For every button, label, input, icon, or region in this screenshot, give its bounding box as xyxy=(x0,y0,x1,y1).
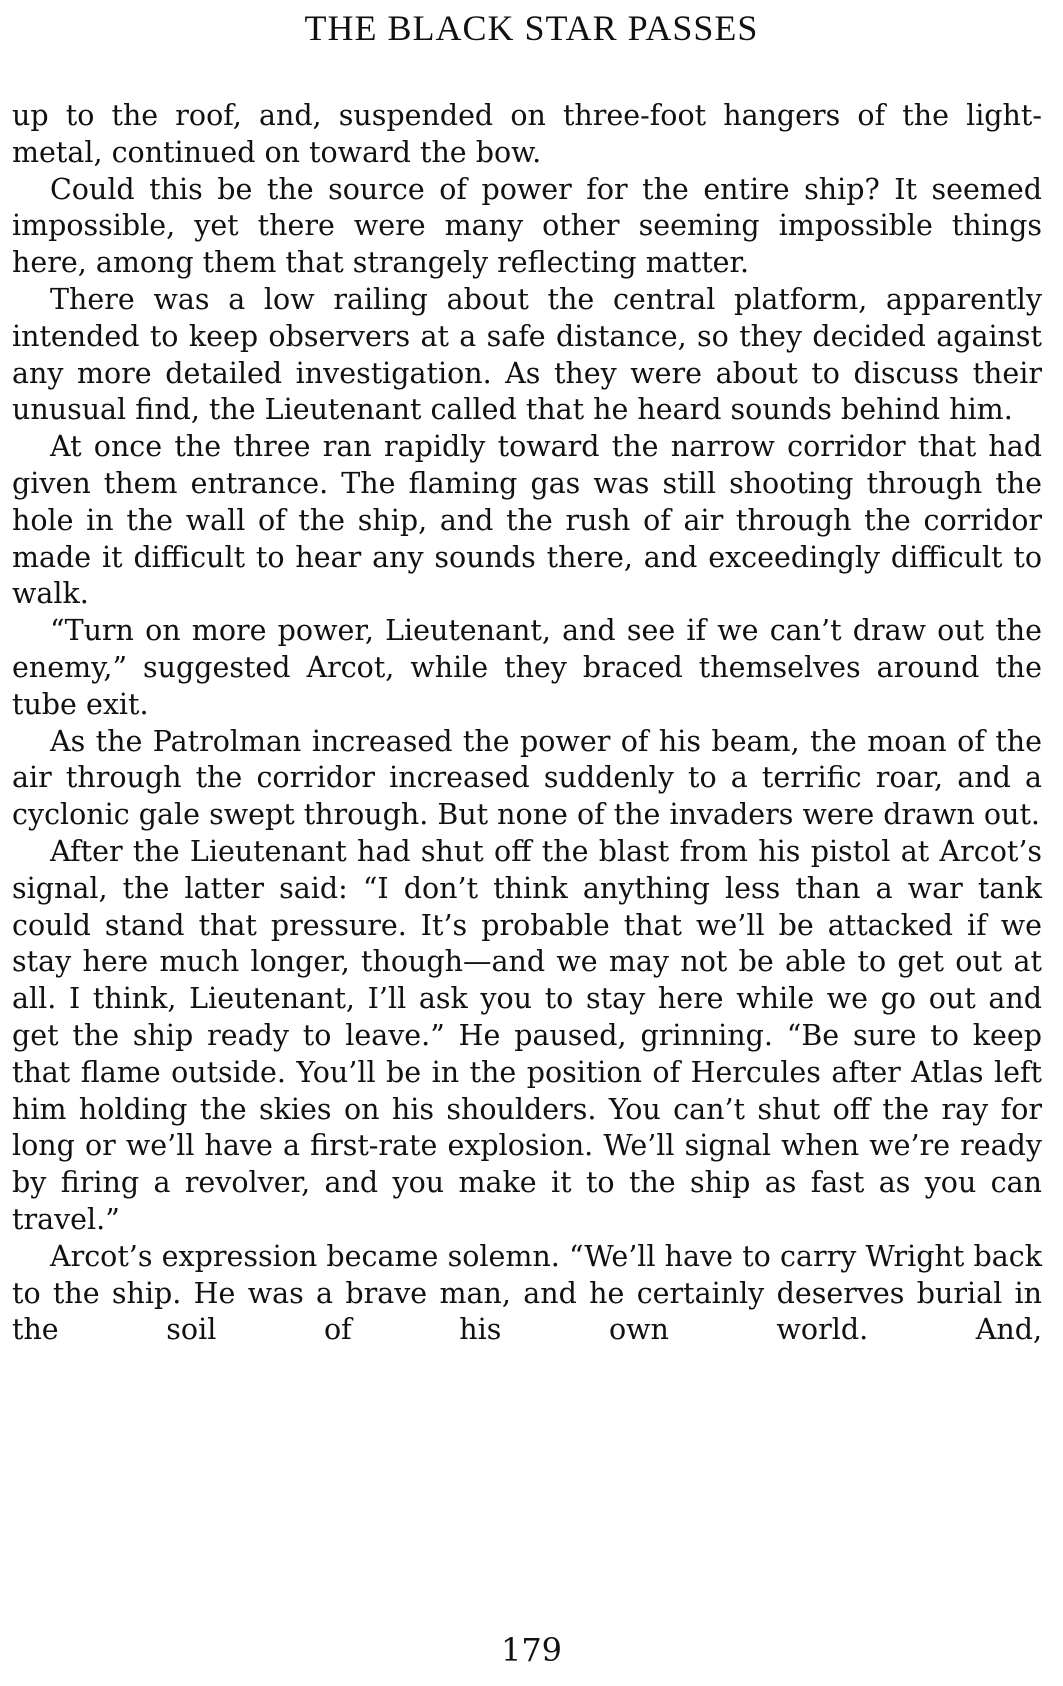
paragraph: Could this be the source of power for the entire ship? It seemed impossible, yet there were many other seeming impossible things here, among them that strangely reflecting matter. xyxy=(12,172,1042,280)
paragraph: Arcot’s expression became solemn. “We’ll have to carry Wright back to the ship. He was a brave man, and he certainly deserves burial in the soil of his own world. And, xyxy=(12,1239,1042,1347)
body-text xyxy=(12,98,1042,1349)
paragraph: At once the three ran rapidly toward the narrow corridor that had given them entrance. The flaming gas was still shooting through the hole in the wall of the ship, and the rush of air through the corridor made it difficult to hear any sounds there, and exceedingly difficult to walk. xyxy=(12,430,1042,611)
paragraph: “Turn on more power, Lieutenant, and see if we can’t draw out the enemy,” suggested Arcot, while they braced themselves around the tube exit. xyxy=(12,614,1042,721)
paragraph: up to the roof, and, suspended on three-foot hangers of the light-metal, continued on toward the bow. xyxy=(12,99,1042,169)
paragraph: As the Patrolman increased the power of his beam, the moan of the air through the corridor increased suddenly to a terrific roar, and a cyclonic gale swept through. But none of the invaders were drawn out. xyxy=(12,724,1042,832)
paragraph: After the Lieutenant had shut off the blast from his pistol at Arcot’s signal, the latter said: “I don’t think anything less than a war tank could stand that pressure. It’s probable that we’ll be attacked if we stay here much longer, though—and we may not be able to get out at all. I think, Lieutenant, I’ll ask you to stay here while we go out and get the ship ready to leave.” He paused, grinning. “Be sure to keep that flame outside. You’ll be in the position of Hercules after Atlas left him holding the skies on his shoulders. You can’t shut off the ray for long or we’ll have a first-rate explosion. We’ll signal when we’re ready by firing a revolver, and you make it to the ship as fast as you can travel.” xyxy=(12,834,1042,1236)
running-head: THE BLACK STAR PASSES xyxy=(304,8,759,48)
page-number: 179 xyxy=(500,1631,563,1669)
paragraph: There was a low railing about the central platform, apparently intended to keep observers at a safe distance, so they decided against any more detailed investigation. As they were about to discuss their unusual find, the Lieutenant called that he heard sounds behind him. xyxy=(12,282,1042,427)
